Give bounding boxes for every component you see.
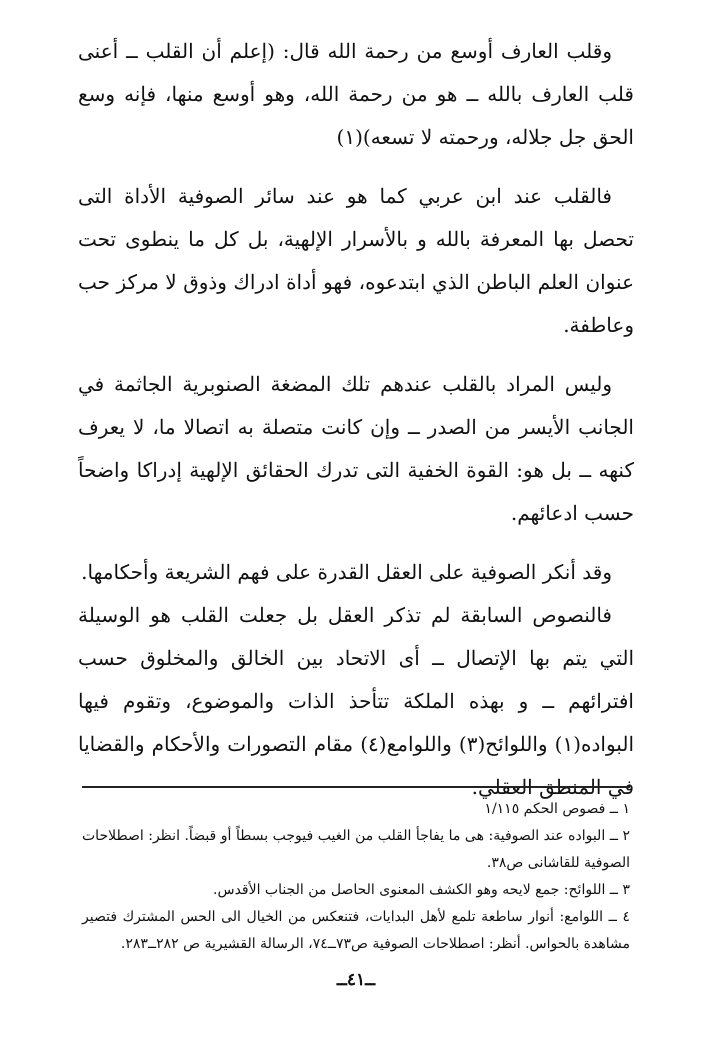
paragraph-1: وقلب العارف أوسع من رحمة الله قال: (إعلم أن القلب ــ أعنى قلب العارف بالله ــ هو من رحمة الله، وهو أوسع منها، فإنه وسع الحق جل جلاله، ورحمته لا تسعه)(١) — [78, 39, 634, 149]
footnote-3: ٣ ــ اللوائح: جمع لايحه وهو الكشف المعنوى الحاصل من الجناب الأقدس. — [213, 882, 630, 898]
page-number: ــ٤١ــ — [336, 970, 376, 990]
paragraph-4: وقد أنكر الصوفية على العقل القدرة على فهم الشريعة وأحكامها. — [81, 560, 612, 584]
footnotes — [82, 796, 630, 958]
main-text — [78, 30, 634, 825]
footnote-4: ٤ ــ اللوامع: أنوار ساطعة تلمع لأهل البدايات، فتنعكس من الخيال الى الحس المشترك فتصير مشاهدة بالحواس. أنظر: اصطلاحات الصوفية ص٧٣ــ٧٤، الرسالة القشيرية ص ٢٨٢ــ٢٨٣. — [82, 909, 630, 952]
footnote-1: ١ ــ فصوص الحكم ١/١١٥ — [484, 801, 630, 817]
paragraph-2: فالقلب عند ابن عربي كما هو عند سائر الصوفية الأداة التى تحصل بها المعرفة بالله و بالأسرار الإلهية، بل كل ما ينطوى تحت عنوان العلم الباطن الذي ابتدعوه، فهو أداة ادراك وذوق لا مركز حب وعاطفة. — [78, 184, 634, 337]
footnote-divider — [82, 786, 630, 788]
paragraph-5: فالنصوص السابقة لم تذكر العقل بل جعلت القلب هو الوسيلة التي يتم بها الإتصال ــ أى الاتحاد بين الخالق والمخلوق حسب افترائهم ــ و بهذه الملكة تتأحذ الذات والموضوع، وتقوم فيها البواده(١) واللوائح(٣) واللوامع(٤) مقام التصورات والأحكام والقضايا في المنطق العقلي. — [78, 603, 634, 799]
paragraph-3: وليس المراد بالقلب عندهم تلك المضغة الصنوبرية الجاثمة في الجانب الأيسر من الصدر ــ وإن كانت متصلة به اتصالا ما، لا يعرف كنهه ــ بل هو: القوة الخفية التى تدرك الحقائق الإلهية إدراكا واضحاً حسب ادعائهم. — [78, 372, 634, 525]
footnote-2: ٢ ــ البواده عند الصوفية: هى ما يفاجأ القلب من الغيب فيوجب بسطاً أو قبضاً. انظر: اصطلاحات الصوفية للقاشانى ص٣٨. — [82, 828, 630, 871]
